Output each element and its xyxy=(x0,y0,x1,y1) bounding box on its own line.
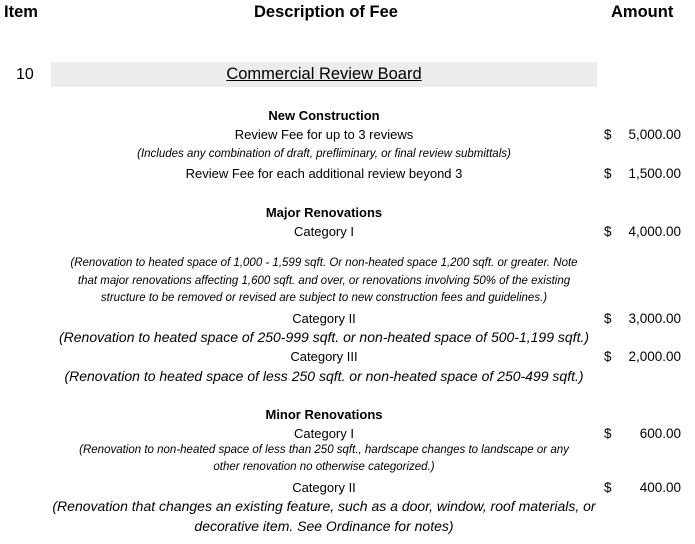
new-construction-review-fee: Review Fee for up to 3 reviews xyxy=(234,127,414,142)
item-number: 10 xyxy=(16,66,34,83)
amount-column-header: Amount xyxy=(611,3,674,21)
additional-review-amount: 1,500.00 xyxy=(628,166,681,181)
major-category-1-label: Category I xyxy=(294,224,354,239)
major-category-2-amount: 3,000.00 xyxy=(628,311,681,326)
new-construction-review-amount: 5,000.00 xyxy=(628,127,681,142)
major-category-2-label: Category II xyxy=(292,311,356,326)
minor-renovations-heading: Minor Renovations xyxy=(265,407,383,422)
major-category-3-label: Category III xyxy=(290,349,358,364)
new-construction-heading: New Construction xyxy=(268,108,380,123)
major-category-3-amount: 2,000.00 xyxy=(628,349,681,364)
new-construction-review-note: (Includes any combination of draft, prefliminary, or final review submittals) xyxy=(137,148,511,160)
currency-symbol: $ xyxy=(604,311,612,326)
section-title: Commercial Review Board xyxy=(226,65,422,83)
currency-symbol: $ xyxy=(604,127,612,142)
major-category-1-note: that major renovations affecting 1,600 sqft. and over, or renovations involving 50% of the existing xyxy=(77,275,571,287)
major-category-1-amount: 4,000.00 xyxy=(628,224,681,239)
major-category-3-note: (Renovation to heated space of less 250 sqft. or non-heated space of 250-499 sqft.) xyxy=(64,368,584,384)
minor-category-2-note: decorative item. See Ordinance for notes) xyxy=(194,518,454,534)
additional-review-fee: Review Fee for each additional review beyond 3 xyxy=(185,166,463,181)
item-column-header: Item xyxy=(4,3,38,21)
minor-category-2-note: (Renovation that changes an existing feature, such as a door, window, roof materials, or xyxy=(52,498,596,514)
currency-symbol: $ xyxy=(604,480,612,495)
currency-symbol: $ xyxy=(604,224,612,239)
major-category-1-note: (Renovation to heated space of 1,000 - 1,599 sqft. Or non-heated space 1,200 sqft. or greater. Note xyxy=(70,257,578,269)
minor-category-1-amount: 600.00 xyxy=(639,426,681,441)
minor-category-2-label: Category II xyxy=(292,480,356,495)
currency-symbol: $ xyxy=(604,349,612,364)
currency-symbol: $ xyxy=(604,426,612,441)
minor-category-1-note: (Renovation to non-heated space of less than 250 sqft., hardscape changes to landscape or any xyxy=(79,444,569,456)
minor-category-1-label: Category I xyxy=(294,426,354,441)
minor-category-2-amount: 400.00 xyxy=(639,480,681,495)
description-column-header: Description of Fee xyxy=(254,3,398,21)
major-category-2-note: (Renovation to heated space of 250-999 sqft. or non-heated space of 500-1,199 sqft.) xyxy=(58,329,590,345)
major-renovations-heading: Major Renovations xyxy=(265,205,383,220)
currency-symbol: $ xyxy=(604,166,612,181)
major-category-1-note: structure to be removed or revised are subject to new construction fees and guidelines.) xyxy=(100,292,548,304)
minor-category-1-note: other renovation no otherwise categorized.) xyxy=(213,461,435,473)
